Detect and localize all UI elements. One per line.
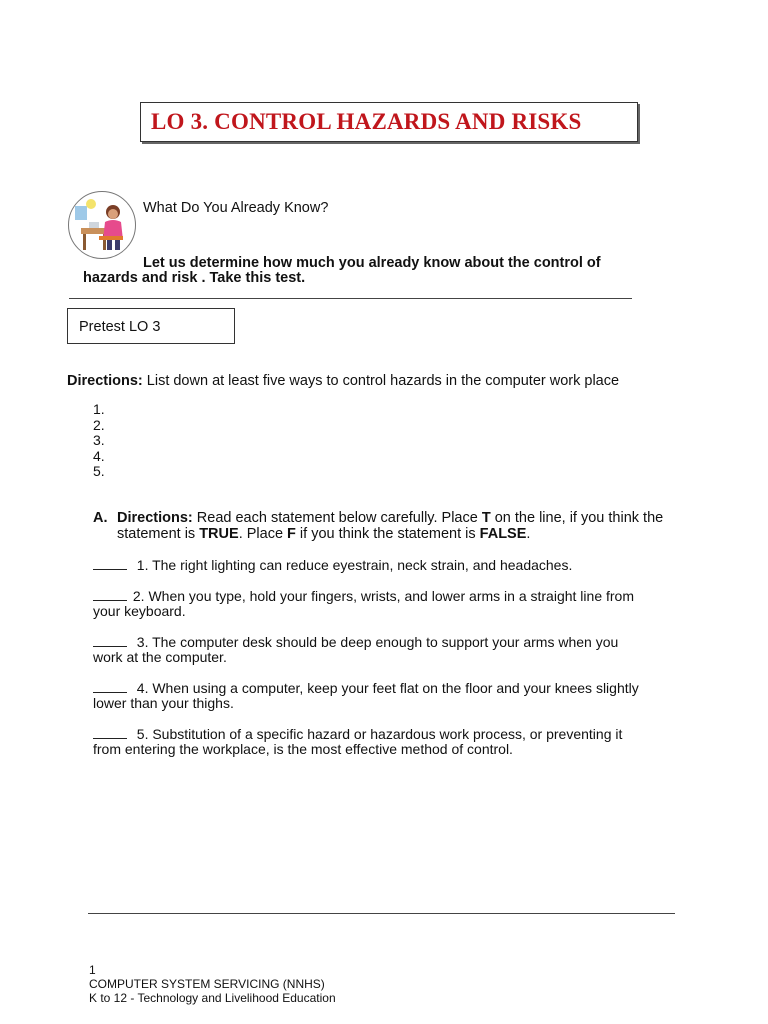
statement: 3. The computer desk should be deep enough to support your arms when you work at the computer. [93, 634, 619, 665]
student-desk-illustration [68, 191, 136, 259]
statement: 2. When you type, hold your fingers, wrists, and lower arms in a straight line from your keyboard. [93, 588, 634, 619]
pretest-label: Pretest LO 3 [79, 319, 161, 335]
intro-line-1: Let us determine how much you already know about the control of [143, 255, 601, 271]
footer-line-1: COMPUTER SYSTEM SERVICING (NNHS) [89, 977, 325, 991]
title-box [140, 102, 638, 142]
answer-blank[interactable] [93, 634, 127, 647]
answer-list [93, 402, 105, 480]
list-item: 5. [93, 463, 105, 479]
footer [89, 963, 336, 1005]
page-number: 1 [89, 963, 96, 977]
list-item: 4. [93, 447, 105, 464]
directions-text: List down at least five ways to control hazards in the computer work place [142, 373, 620, 389]
section-a-directions: Directions: Read each statement below carefully. Place T on the line, if you think the statement is TRUE. Place F if you think the statement is FALSE. [117, 510, 664, 542]
statement: 1. The right lighting can reduce eyestrain, neck strain, and headaches. [93, 557, 653, 573]
statement: 4. When using a computer, keep your feet flat on the floor and your knees slightly lower than your thighs. [93, 680, 639, 711]
pretest-box [67, 308, 235, 344]
list-item: 3. [93, 432, 105, 448]
answer-blank[interactable] [93, 588, 127, 601]
directions-list [67, 373, 619, 389]
section-divider [69, 298, 632, 299]
page-title: LO 3. CONTROL HAZARDS AND RISKS [151, 109, 582, 134]
list-item: 1. [93, 401, 105, 417]
footer-divider [88, 913, 675, 914]
statement: 5. Substitution of a specific hazard or hazardous work process, or preventing it from entering the workplace, is the most effective method of control. [93, 726, 623, 757]
answer-blank[interactable] [93, 726, 127, 739]
answer-blank[interactable] [93, 680, 127, 693]
answer-blank[interactable] [93, 557, 127, 570]
section-a-letter: A. [93, 510, 108, 526]
footer-line-2: K to 12 - Technology and Livelihood Education [89, 991, 336, 1005]
directions-label: Directions: [67, 373, 143, 389]
intro-line-2: hazards and risk . Take this test. [83, 270, 306, 286]
intro-heading: What Do You Already Know? [143, 200, 329, 216]
list-item: 2. [93, 416, 105, 433]
